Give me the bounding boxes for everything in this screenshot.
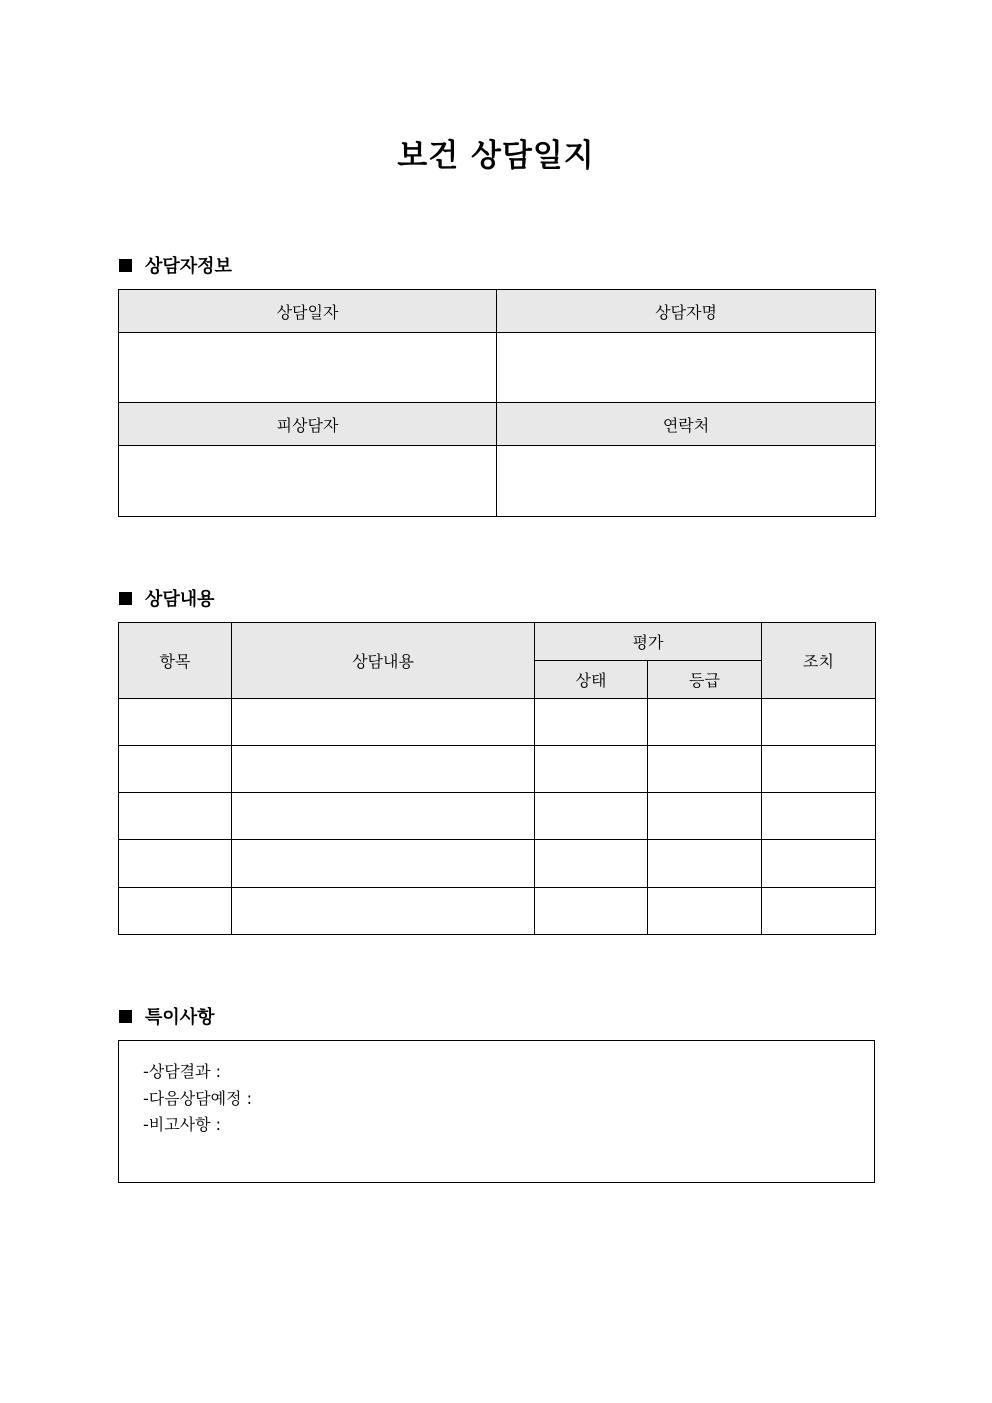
section-heading-consult-content (119, 586, 215, 610)
cell-status[interactable] (535, 746, 648, 793)
section-heading-label: 상담내용 (145, 589, 215, 610)
cell-status[interactable] (535, 793, 648, 840)
field-consult-date[interactable] (119, 333, 497, 403)
cell-item[interactable] (119, 840, 232, 888)
cell-item[interactable] (119, 746, 232, 793)
counselor-info-table (118, 289, 876, 517)
label-counselor-name: 상담자명 (497, 290, 876, 333)
col-header-grade: 등급 (648, 661, 762, 699)
table-row (119, 793, 876, 840)
cell-grade[interactable] (648, 840, 762, 888)
label-contact: 연락처 (497, 403, 876, 446)
cell-grade[interactable] (648, 888, 762, 935)
cell-item[interactable] (119, 699, 232, 746)
cell-status[interactable] (535, 888, 648, 935)
col-header-action: 조치 (762, 623, 876, 699)
section-heading-label: 상담자정보 (145, 256, 232, 277)
table-row (119, 746, 876, 793)
label-consult-date: 상담일자 (119, 290, 497, 333)
cell-action[interactable] (762, 793, 876, 840)
cell-content[interactable] (232, 699, 535, 746)
label-counselee: 피상담자 (119, 403, 497, 446)
table-row (119, 699, 876, 746)
cell-grade[interactable] (648, 746, 762, 793)
cell-action[interactable] (762, 699, 876, 746)
cell-status[interactable] (535, 699, 648, 746)
cell-item[interactable] (119, 793, 232, 840)
black-square-icon (119, 1010, 132, 1023)
cell-content[interactable] (232, 888, 535, 935)
black-square-icon (119, 259, 132, 272)
section-heading-counselor-info (119, 253, 232, 277)
field-counselor-name[interactable] (497, 333, 876, 403)
note-line-consult-result: -상담결과 : (143, 1062, 222, 1081)
page-title: 보건 상담일지 (397, 138, 595, 174)
cell-grade[interactable] (648, 793, 762, 840)
col-header-status: 상태 (535, 661, 648, 699)
cell-grade[interactable] (648, 699, 762, 746)
col-header-item: 항목 (119, 623, 232, 699)
field-counselee[interactable] (119, 446, 497, 517)
table-row (119, 840, 876, 888)
black-square-icon (119, 592, 132, 605)
consult-content-table (118, 622, 876, 935)
cell-status[interactable] (535, 840, 648, 888)
cell-content[interactable] (232, 746, 535, 793)
cell-action[interactable] (762, 840, 876, 888)
cell-item[interactable] (119, 888, 232, 935)
special-notes-box[interactable] (118, 1040, 875, 1183)
section-heading-special-notes (119, 1004, 215, 1028)
cell-action[interactable] (762, 746, 876, 793)
note-line-remarks: -비고사항 : (143, 1115, 222, 1134)
field-contact[interactable] (497, 446, 876, 517)
cell-content[interactable] (232, 793, 535, 840)
cell-content[interactable] (232, 840, 535, 888)
table-row (119, 888, 876, 935)
cell-action[interactable] (762, 888, 876, 935)
section-heading-label: 특이사항 (145, 1007, 215, 1028)
col-header-content: 상담내용 (232, 623, 535, 699)
col-header-evaluation: 평가 (535, 623, 762, 661)
note-line-next-consult: -다음상담예정 : (143, 1089, 252, 1108)
